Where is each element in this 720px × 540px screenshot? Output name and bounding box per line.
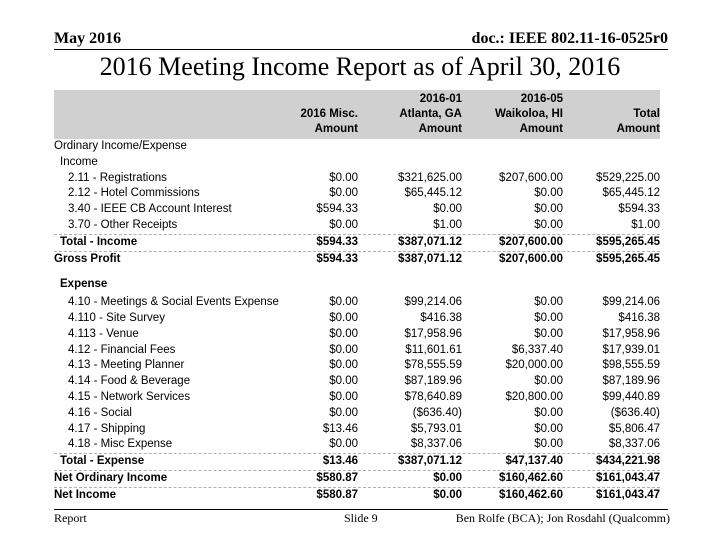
- line-item-label: 4.18 - Misc Expense: [68, 438, 173, 451]
- amount-cell: $416.38: [618, 311, 660, 324]
- amount-cell: $0.00: [534, 327, 563, 340]
- amount-cell: $5,793.01: [410, 422, 462, 435]
- amount-cell: $20,800.00: [505, 390, 563, 403]
- page-title: 2016 Meeting Income Report as of April 30, 2016: [99, 52, 621, 81]
- amount-cell: $0.00: [433, 203, 462, 216]
- amount-cell: $8,337.06: [608, 438, 660, 451]
- income-line-item-row: [54, 186, 660, 202]
- amount-cell: $0.00: [329, 359, 358, 372]
- amount-cell: $0.00: [534, 406, 563, 419]
- line-item-label: 4.15 - Network Services: [68, 390, 191, 403]
- amount-cell: $0.00: [329, 343, 358, 356]
- expense-line-item-row: [54, 327, 660, 343]
- amount-cell: $17,958.96: [602, 327, 660, 340]
- amount-cell: $0.00: [329, 406, 358, 419]
- amount-cell: $207,600.00: [499, 171, 563, 184]
- amount-cell: $0.00: [329, 171, 358, 184]
- amount-cell: ($636.40): [610, 406, 660, 419]
- expense-line-item-row: [54, 437, 660, 453]
- net-ordinary-income-row: Net Ordinary Income $580.87 $0.00 $160,462.60 $161,043.47: [54, 470, 660, 487]
- amount-cell: $0.00: [534, 296, 563, 309]
- footer-authors: Ben Rolfe (BCA); Jon Rosdahl (Qualcomm): [455, 511, 670, 525]
- amount-cell: $20,000.00: [505, 359, 563, 372]
- income-report-table: [54, 90, 660, 504]
- amount-cell: $0.00: [534, 203, 563, 216]
- gross-profit-row: Gross Profit $594.33 $387,071.12 $207,600.00 $595,265.45: [54, 251, 660, 268]
- amount-cell: $0.00: [534, 438, 563, 451]
- header-rule: [54, 49, 668, 50]
- income-rows: [54, 171, 660, 234]
- line-item-label: 4.10 - Meetings & Social Events Expense: [68, 296, 279, 309]
- amount-cell: $17,939.01: [602, 343, 660, 356]
- amount-cell: $321,625.00: [398, 171, 462, 184]
- expense-line-item-row: [54, 374, 660, 390]
- amount-cell: $0.00: [329, 187, 358, 200]
- expense-line-item-row: [54, 295, 660, 311]
- amount-cell: ($636.40): [412, 406, 462, 419]
- column-header-waikoloa: 2016-05 Waikoloa, HI Amount: [495, 93, 563, 135]
- line-item-label: 3.70 - Other Receipts: [68, 218, 178, 231]
- column-header-atlanta: 2016-01 Atlanta, GA Amount: [399, 93, 462, 135]
- amount-cell: $0.00: [329, 311, 358, 324]
- section-expense: Expense: [60, 278, 108, 291]
- amount-cell: $65,445.12: [602, 187, 660, 200]
- column-header-total: Total Amount: [616, 108, 660, 135]
- line-item-label: 2.12 - Hotel Commissions: [68, 187, 200, 200]
- amount-cell: $594.33: [618, 203, 660, 216]
- amount-cell: $6,337.40: [511, 343, 563, 356]
- amount-cell: $11,601.61: [405, 343, 462, 356]
- expense-rows: [54, 295, 660, 453]
- amount-cell: $99,214.06: [602, 296, 660, 309]
- amount-cell: $5,806.47: [608, 422, 660, 435]
- amount-cell: $0.00: [329, 390, 358, 403]
- footer-left: Report: [54, 511, 87, 525]
- footer-slide-number: Slide 9: [344, 511, 378, 525]
- income-line-item-row: [54, 202, 660, 218]
- amount-cell: $99,214.06: [404, 296, 462, 309]
- amount-cell: $17,958.96: [404, 327, 462, 340]
- line-item-label: 4.110 - Site Survey: [68, 311, 165, 324]
- spacer: [54, 267, 660, 277]
- amount-cell: $0.00: [534, 422, 563, 435]
- amount-cell: $1.00: [433, 218, 462, 231]
- amount-cell: $529,225.00: [596, 171, 660, 184]
- expense-line-item-row: [54, 358, 660, 374]
- amount-cell: $0.00: [534, 187, 563, 200]
- amount-cell: $8,337.06: [410, 438, 462, 451]
- total-income-row: Total - Income $594.33 $387,071.12 $207,600.00 $595,265.45: [54, 234, 660, 251]
- amount-cell: $0.00: [329, 296, 358, 309]
- amount-cell: $98,555.59: [602, 359, 660, 372]
- line-item-label: 4.113 - Venue: [68, 327, 139, 340]
- line-item-label: 3.40 - IEEE CB Account Interest: [68, 203, 232, 216]
- amount-cell: $87,189.96: [602, 375, 660, 388]
- line-item-label: 4.17 - Shipping: [68, 422, 146, 435]
- header-doc-id: doc.: IEEE 802.11-16-0525r0: [471, 30, 668, 47]
- line-item-label: 4.12 - Financial Fees: [68, 343, 176, 356]
- amount-cell: $87,189.96: [404, 375, 462, 388]
- expense-line-item-row: [54, 343, 660, 359]
- footer-rule: [54, 509, 668, 510]
- line-item-label: 4.13 - Meeting Planner: [68, 359, 185, 372]
- amount-cell: $1.00: [631, 218, 660, 231]
- amount-cell: $0.00: [534, 218, 563, 231]
- amount-cell: $0.00: [534, 375, 563, 388]
- header-date: May 2016: [54, 30, 122, 47]
- income-line-item-row: [54, 171, 660, 187]
- amount-cell: $99,440.89: [602, 390, 660, 403]
- amount-cell: $13.46: [322, 422, 358, 435]
- amount-cell: $65,445.12: [404, 187, 462, 200]
- income-line-item-row: [54, 218, 660, 234]
- expense-line-item-row: [54, 390, 660, 406]
- amount-cell: $0.00: [329, 438, 358, 451]
- amount-cell: $0.00: [329, 218, 358, 231]
- line-item-label: 4.16 - Social: [68, 406, 132, 419]
- column-header-band: [54, 90, 660, 139]
- section-ordinary-income-expense: Ordinary Income/Expense: [54, 140, 187, 152]
- amount-cell: $0.00: [329, 375, 358, 388]
- expense-line-item-row: [54, 422, 660, 438]
- net-income-row: Net Income $580.87 $0.00 $160,462.60 $161,043.47: [54, 487, 660, 504]
- expense-line-item-row: [54, 406, 660, 422]
- amount-cell: $0.00: [329, 327, 358, 340]
- column-header-misc: 2016 Misc. Amount: [300, 108, 358, 135]
- line-item-label: 2.11 - Registrations: [68, 171, 167, 184]
- section-income: Income: [60, 155, 98, 168]
- amount-cell: $78,640.89: [404, 390, 462, 403]
- amount-cell: $0.00: [534, 311, 563, 324]
- amount-cell: $416.38: [420, 311, 462, 324]
- amount-cell: $78,555.59: [404, 359, 462, 372]
- expense-line-item-row: [54, 311, 660, 327]
- line-item-label: 4.14 - Food & Beverage: [68, 375, 191, 388]
- total-expense-row: Total - Expense $13.46 $387,071.12 $47,137.40 $434,221.98: [54, 453, 660, 470]
- amount-cell: $594.33: [316, 203, 358, 216]
